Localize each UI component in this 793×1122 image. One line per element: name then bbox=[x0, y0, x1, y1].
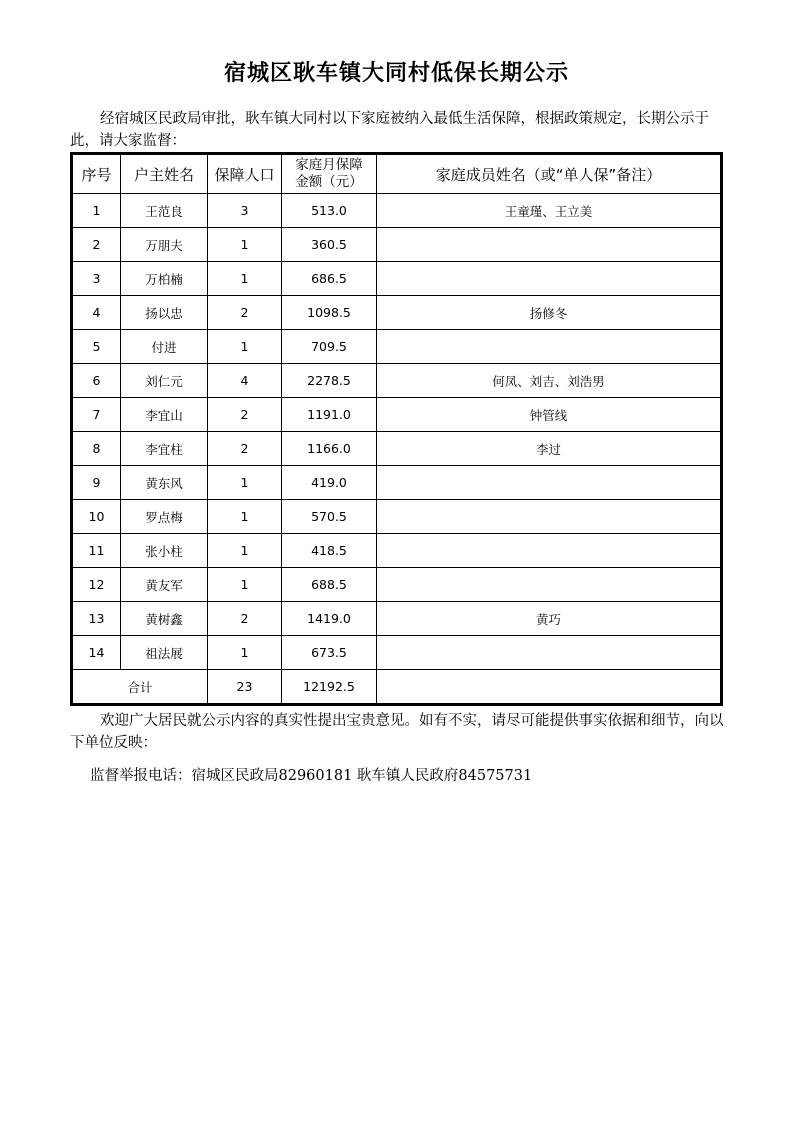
cell-members bbox=[377, 500, 721, 534]
cell-index: 12 bbox=[73, 568, 121, 602]
cell-index: 3 bbox=[73, 262, 121, 296]
header-amount-line2: 金额（元） bbox=[295, 174, 363, 190]
table-row bbox=[73, 602, 721, 636]
cell-amount: 1191.0 bbox=[282, 398, 377, 432]
table-row bbox=[73, 194, 721, 228]
header-amount-line1: 家庭月保障 bbox=[295, 157, 363, 173]
cell-persons: 2 bbox=[208, 296, 282, 330]
cell-head-name: 黄友军 bbox=[121, 568, 208, 602]
intro-text: 经宿城区民政局审批，耿车镇大同村以下家庭被纳入最低生活保障，根据政策规定，长期公示于此，请大家监督： bbox=[70, 111, 709, 149]
cell-amount: 1166.0 bbox=[282, 432, 377, 466]
cell-persons: 3 bbox=[208, 194, 282, 228]
total-amount: 12192.5 bbox=[282, 670, 377, 704]
cell-members: 扬修冬 bbox=[377, 296, 721, 330]
cell-persons: 1 bbox=[208, 500, 282, 534]
header-amount bbox=[282, 155, 377, 194]
cell-head-name: 张小柱 bbox=[121, 534, 208, 568]
cell-index: 7 bbox=[73, 398, 121, 432]
table-row bbox=[73, 364, 721, 398]
cell-amount: 419.0 bbox=[282, 466, 377, 500]
table-row bbox=[73, 228, 721, 262]
table-row bbox=[73, 500, 721, 534]
footer-text: 欢迎广大居民就公示内容的真实性提出宝贵意见。如有不实，请尽可能提供事实依据和细节，向以下单位反映： bbox=[70, 713, 724, 751]
cell-members: 李过 bbox=[377, 432, 721, 466]
table-row bbox=[73, 296, 721, 330]
cell-head-name: 王范良 bbox=[121, 194, 208, 228]
header-head-name: 户主姓名 bbox=[121, 155, 208, 194]
table-total-row bbox=[73, 670, 721, 704]
cell-index: 9 bbox=[73, 466, 121, 500]
cell-amount: 686.5 bbox=[282, 262, 377, 296]
cell-persons: 1 bbox=[208, 568, 282, 602]
table-body bbox=[73, 194, 721, 704]
contact-line: 监督举报电话：宿城区民政局82960181 耿车镇人民政府84575731 bbox=[90, 768, 533, 784]
cell-amount: 513.0 bbox=[282, 194, 377, 228]
cell-persons: 2 bbox=[208, 432, 282, 466]
cell-amount: 360.5 bbox=[282, 228, 377, 262]
cell-amount: 418.5 bbox=[282, 534, 377, 568]
table-row bbox=[73, 636, 721, 670]
intro-paragraph bbox=[70, 108, 726, 152]
total-persons: 23 bbox=[208, 670, 282, 704]
total-label: 合计 bbox=[73, 670, 208, 704]
table-row bbox=[73, 534, 721, 568]
table-row bbox=[73, 398, 721, 432]
cell-amount: 2278.5 bbox=[282, 364, 377, 398]
header-index: 序号 bbox=[73, 155, 121, 194]
recipient-table bbox=[72, 154, 721, 704]
table-row bbox=[73, 466, 721, 500]
cell-members bbox=[377, 636, 721, 670]
footer-paragraph bbox=[70, 710, 726, 754]
cell-persons: 1 bbox=[208, 534, 282, 568]
cell-members: 钟管线 bbox=[377, 398, 721, 432]
cell-persons: 1 bbox=[208, 330, 282, 364]
cell-members: 何凤、刘吉、刘浩男 bbox=[377, 364, 721, 398]
cell-head-name: 付进 bbox=[121, 330, 208, 364]
cell-head-name: 黄东风 bbox=[121, 466, 208, 500]
table-row bbox=[73, 568, 721, 602]
cell-amount: 1419.0 bbox=[282, 602, 377, 636]
cell-members bbox=[377, 534, 721, 568]
table-row bbox=[73, 432, 721, 466]
cell-head-name: 李宜柱 bbox=[121, 432, 208, 466]
cell-members: 王童瑾、王立美 bbox=[377, 194, 721, 228]
cell-index: 6 bbox=[73, 364, 121, 398]
cell-index: 1 bbox=[73, 194, 121, 228]
cell-head-name: 罗点梅 bbox=[121, 500, 208, 534]
cell-head-name: 黄树鑫 bbox=[121, 602, 208, 636]
cell-persons: 2 bbox=[208, 602, 282, 636]
cell-index: 8 bbox=[73, 432, 121, 466]
cell-members bbox=[377, 568, 721, 602]
cell-amount: 688.5 bbox=[282, 568, 377, 602]
cell-persons: 4 bbox=[208, 364, 282, 398]
cell-members bbox=[377, 466, 721, 500]
cell-index: 13 bbox=[73, 602, 121, 636]
cell-members: 黄巧 bbox=[377, 602, 721, 636]
cell-index: 4 bbox=[73, 296, 121, 330]
cell-head-name: 李宜山 bbox=[121, 398, 208, 432]
cell-persons: 1 bbox=[208, 262, 282, 296]
document-title: 宿城区耿车镇大同村低保长期公示 bbox=[223, 60, 569, 86]
table-row bbox=[73, 262, 721, 296]
cell-index: 2 bbox=[73, 228, 121, 262]
cell-amount: 570.5 bbox=[282, 500, 377, 534]
cell-members bbox=[377, 262, 721, 296]
cell-persons: 2 bbox=[208, 398, 282, 432]
cell-head-name: 刘仁元 bbox=[121, 364, 208, 398]
cell-head-name: 祖法展 bbox=[121, 636, 208, 670]
cell-index: 10 bbox=[73, 500, 121, 534]
total-members bbox=[377, 670, 721, 704]
table-row bbox=[73, 330, 721, 364]
cell-amount: 1098.5 bbox=[282, 296, 377, 330]
header-persons: 保障人口 bbox=[208, 155, 282, 194]
header-members: 家庭成员姓名（或“单人保”备注） bbox=[377, 155, 721, 194]
cell-head-name: 万柏楠 bbox=[121, 262, 208, 296]
cell-members bbox=[377, 330, 721, 364]
cell-amount: 673.5 bbox=[282, 636, 377, 670]
cell-head-name: 扬以忠 bbox=[121, 296, 208, 330]
cell-persons: 1 bbox=[208, 636, 282, 670]
cell-members bbox=[377, 228, 721, 262]
cell-index: 5 bbox=[73, 330, 121, 364]
cell-index: 14 bbox=[73, 636, 121, 670]
cell-persons: 1 bbox=[208, 228, 282, 262]
cell-amount: 709.5 bbox=[282, 330, 377, 364]
cell-index: 11 bbox=[73, 534, 121, 568]
cell-head-name: 万朋夫 bbox=[121, 228, 208, 262]
cell-persons: 1 bbox=[208, 466, 282, 500]
table-header-row bbox=[73, 155, 721, 194]
